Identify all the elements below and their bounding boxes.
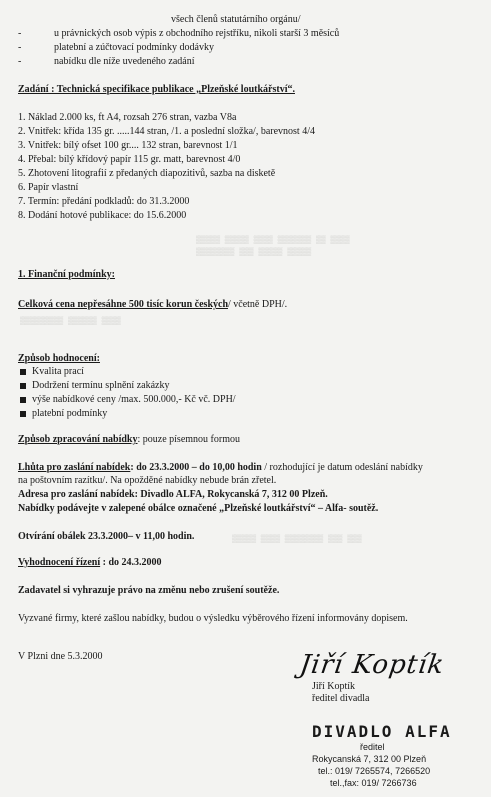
financial-heading: 1. Finanční podmínky: bbox=[18, 269, 115, 280]
evaluation-item: Dodržení termínu splnění zakázky bbox=[32, 380, 170, 391]
evaluation-item: Kvalita prací bbox=[32, 366, 84, 377]
opening-line: Otvírání obálek 23.3.2000– v 11,00 hodin. bbox=[18, 531, 195, 542]
handwritten-signature: Jiří Koptík bbox=[297, 650, 447, 680]
spec-item: 7. Termín: předání podkladů: do 31.3.2000 bbox=[18, 196, 190, 207]
announcement-line bbox=[18, 557, 162, 569]
processing-value: : pouze písemnou formou bbox=[137, 434, 240, 445]
bleed-through-text: ▒▒▒▒▒▒▒▒ ▒▒▒ ▒▒▒▒▒ ▒▒▒▒▒ bbox=[196, 248, 312, 257]
intro-line: u právnických osob výpis z obchodního rejstříku, nikoli starší 3 měsíců bbox=[54, 28, 340, 39]
spec-item: 8. Dodání hotové publikace: do 15.6.2000 bbox=[18, 210, 187, 221]
spec-item: 4. Přebal: bílý křídový papír 115 gr. matt, barevnost 4/0 bbox=[18, 154, 241, 165]
announcement-label: Vyhodnocení řízení bbox=[18, 557, 101, 568]
spec-item: 5. Zhotovení litografií z předaných diapozitivů, sazba na disketě bbox=[18, 168, 276, 179]
divadlo-alfa-logo: DIVADLO ALFA bbox=[312, 722, 452, 741]
spec-item: 2. Vnitřek: křída 135 gr. .....144 stran, /1. a poslední složka/, barevnost 4/4 bbox=[18, 126, 315, 137]
deadline-value: : do 23.3.2000 – do 10,00 hodin bbox=[130, 462, 262, 473]
stamp-phone: tel.: 019/ 7265574, 7266520 bbox=[318, 766, 431, 776]
stamp-fax: tel.,fax: 019/ 7266736 bbox=[330, 778, 417, 788]
price-suffix: / včetně DPH/. bbox=[228, 299, 288, 310]
bleed-through-text: ▒▒▒▒▒ ▒▒▒▒ ▒▒▒▒▒▒▒▒ ▒▒▒ ▒▒▒ bbox=[232, 535, 362, 544]
stamp-address: Rokycanská 7, 312 00 Plzeň bbox=[312, 754, 427, 764]
deadline-line bbox=[18, 462, 423, 474]
deadline-note-line2: na poštovním razítku/. Na opožděné nabídky nebude brán zřetel. bbox=[18, 475, 277, 486]
spec-item: 3. Vnitřek: bílý ofset 100 gr.... 132 stran, barevnost 1/1 bbox=[18, 140, 238, 151]
deadline-note: / rozhodující je datum odeslání nabídky bbox=[264, 462, 423, 473]
evaluation-item: výše nabídkové ceny /max. 500.000,- Kč vč. DPH/ bbox=[32, 394, 236, 405]
place-date: V Plzni dne 5.3.2000 bbox=[18, 651, 103, 662]
intro-line: nabídku dle níže uvedeného zadání bbox=[54, 56, 195, 67]
price-label: Celková cena nepřesáhne 500 tisíc korun českých bbox=[18, 299, 228, 310]
bleed-through-text: ▒▒▒▒▒ ▒▒▒▒▒ ▒▒▒▒ ▒▒▒▒▒▒▒ ▒▒ ▒▒▒▒ bbox=[196, 236, 350, 245]
dash-bullet: - bbox=[18, 42, 22, 53]
dash-bullet: - bbox=[18, 56, 22, 67]
square-bullet bbox=[20, 397, 26, 403]
spec-item: 1. Náklad 2.000 ks, ft A4, rozsah 276 stran, vazba V8a bbox=[18, 112, 237, 123]
spec-item: 6. Papír vlastní bbox=[18, 182, 79, 193]
price-line bbox=[18, 299, 287, 311]
processing-label: Způsob zpracování nabídky bbox=[18, 434, 138, 445]
intro-line: všech členů statutárního orgánu/ bbox=[171, 14, 301, 25]
signatory-role: ředitel divadla bbox=[312, 693, 370, 704]
invite-line: Vyzvané firmy, které zašlou nabídky, budou o výsledku výběrového řízení informovány dopisem. bbox=[18, 613, 408, 624]
dash-bullet: - bbox=[18, 28, 22, 39]
signatory-name: Jiří Koptík bbox=[312, 681, 356, 692]
envelope-instruction: Nabídky podávejte v zalepené obálce označené „Plzeňské loutkářství“ – Alfa- soutěž. bbox=[18, 503, 379, 514]
intro-line: platební a zúčtovací podmínky dodávky bbox=[54, 42, 214, 53]
submission-address: Adresa pro zaslání nabídek: Divadlo ALFA, Rokycanská 7, 312 00 Plzeň. bbox=[18, 489, 328, 500]
square-bullet bbox=[20, 383, 26, 389]
evaluation-heading: Způsob hodnocení: bbox=[18, 353, 100, 364]
evaluation-item: platební podmínky bbox=[32, 408, 108, 419]
square-bullet bbox=[20, 369, 26, 375]
square-bullet bbox=[20, 411, 26, 417]
bleed-through-text: ▒▒▒▒▒▒▒▒▒ ▒▒▒▒▒▒ ▒▒▒▒ bbox=[20, 317, 121, 326]
stamp-role: ředitel bbox=[360, 742, 385, 752]
assignment-heading: Zadání : Technická specifikace publikace „Plzeňské loutkářství“. bbox=[18, 84, 295, 95]
announcement-value: : do 24.3.2000 bbox=[100, 557, 162, 568]
deadline-label: Lhůta pro zaslání nabídek bbox=[18, 462, 131, 473]
processing-line bbox=[18, 434, 240, 446]
reservation-line: Zadavatel si vyhrazuje právo na změnu nebo zrušení soutěže. bbox=[18, 585, 280, 596]
